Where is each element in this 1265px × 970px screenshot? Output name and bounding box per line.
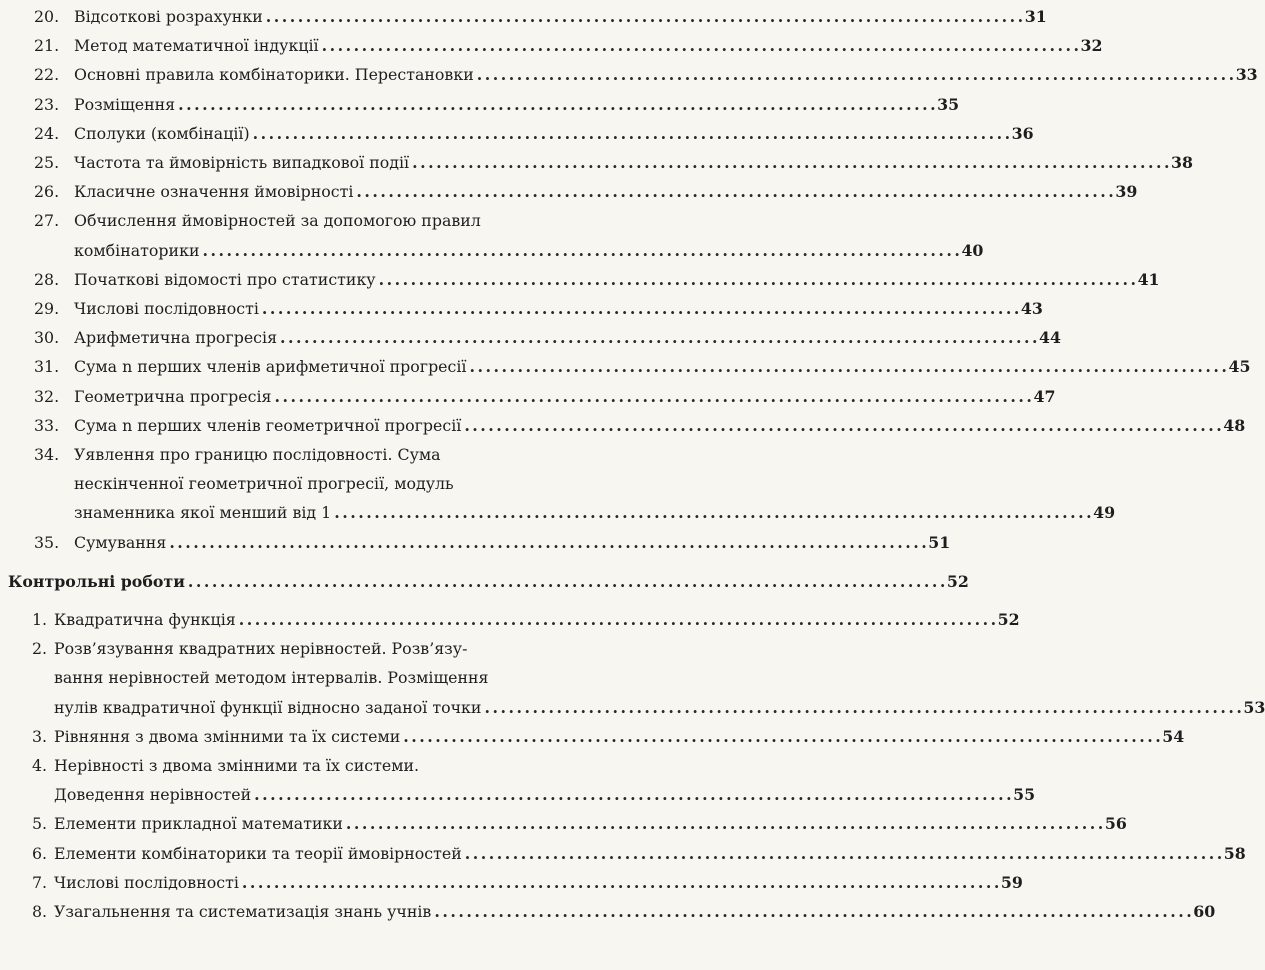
toc-entry-title: знаменника якої менший від 1 <box>74 503 332 523</box>
dot-leader <box>169 528 925 557</box>
toc-entry[interactable] <box>34 2 1047 31</box>
toc-entry-title: Квадратична функція <box>54 610 236 630</box>
toc-entry-body <box>34 206 984 264</box>
dot-leader <box>465 839 1221 868</box>
toc-entry-line <box>74 2 1047 31</box>
toc-entry-line <box>54 897 1216 926</box>
toc-entry-title: Частота та ймовірність випадкової події <box>74 153 410 173</box>
table-of-contents <box>0 2 1265 926</box>
dot-leader <box>262 294 1018 323</box>
toc-entry-number: 2. <box>32 639 48 659</box>
toc-entry-body <box>34 90 960 119</box>
toc-entry[interactable] <box>34 206 984 264</box>
toc-entry-number: 29. <box>34 299 60 319</box>
toc-page-number: 58 <box>1223 843 1246 863</box>
toc-page-number: 56 <box>1104 814 1127 834</box>
toc-entry-number: 35. <box>34 532 60 552</box>
dot-leader <box>412 148 1168 177</box>
toc-entry-body <box>34 382 1056 411</box>
toc-entry-line <box>74 236 984 265</box>
toc-entry-line <box>54 868 1023 897</box>
toc-entry-line <box>54 780 1036 809</box>
toc-entry[interactable] <box>34 411 1246 440</box>
toc-entry-body <box>32 868 1023 897</box>
toc-entry-number: 27. <box>34 211 60 231</box>
toc-entry-number: 26. <box>34 182 60 202</box>
toc-entry-title-line: Уявлення про границю послідовності. Сума <box>74 445 441 465</box>
toc-entry-number: 21. <box>34 36 60 56</box>
toc-entry[interactable] <box>34 265 1160 294</box>
toc-entry-body <box>34 177 1138 206</box>
toc-entry[interactable] <box>32 605 1020 634</box>
toc-entry-line <box>74 265 1160 294</box>
toc-entry-title: Елементи комбінаторики та теорії ймовірностей <box>54 843 462 863</box>
toc-entry-body <box>34 528 951 557</box>
dot-leader <box>434 897 1190 926</box>
dot-leader <box>470 352 1226 381</box>
dot-leader <box>464 411 1220 440</box>
toc-entry[interactable] <box>32 868 1023 897</box>
toc-page-number: 49 <box>1093 503 1116 523</box>
dot-leader <box>356 177 1112 206</box>
toc-entry-number: 6. <box>32 843 48 863</box>
toc-entry-body <box>34 411 1246 440</box>
toc-entry[interactable] <box>34 148 1194 177</box>
toc-page-number: 51 <box>928 532 951 552</box>
toc-entry-number: 23. <box>34 94 60 114</box>
toc-entry-line <box>74 411 1246 440</box>
toc-entry-number: 4. <box>32 756 48 776</box>
toc-entry-body <box>32 634 1265 722</box>
toc-entry-title: Узагальнення та систематизація знань учнів <box>54 902 432 922</box>
toc-entry-body <box>34 352 1251 381</box>
toc-entry-number: 24. <box>34 123 60 143</box>
toc-entry-title: Елементи прикладної математики <box>54 814 343 834</box>
toc-entry-title: Геометрична прогресія <box>74 386 272 406</box>
dot-leader <box>379 265 1135 294</box>
toc-page-number: 41 <box>1137 269 1160 289</box>
toc-entry[interactable] <box>34 60 1258 89</box>
dot-leader <box>254 780 1010 809</box>
toc-entry-title: Відсоткові розрахунки <box>74 7 263 26</box>
toc-entry-number: 7. <box>32 872 48 892</box>
toc-entry-title-line: Розв’язування квадратних нерівностей. Розв’язу- <box>54 639 468 659</box>
toc-entry[interactable] <box>34 119 1034 148</box>
toc-entry-title: комбінаторики <box>74 240 200 260</box>
toc-entry-title: Метод математичної індукції <box>74 36 319 56</box>
toc-page-number: 45 <box>1228 357 1251 377</box>
toc-entry[interactable] <box>34 90 960 119</box>
dot-leader <box>403 722 1159 751</box>
toc-entry-title: Рівняння з двома змінними та їх системи <box>54 726 401 746</box>
toc-page-number: 52 <box>946 571 969 591</box>
toc-entry[interactable] <box>32 897 1216 926</box>
toc-page-number: 44 <box>1039 328 1061 348</box>
toc-entry-line <box>74 323 1061 352</box>
toc-entry-number: 1. <box>32 610 48 630</box>
toc-page-number: 52 <box>997 610 1020 630</box>
toc-entry[interactable] <box>34 177 1138 206</box>
toc-entry-title-line: вання нерівностей методом інтервалів. Розміщення <box>54 668 489 688</box>
dot-leader <box>178 90 934 119</box>
toc-entry-line <box>74 90 960 119</box>
toc-entry-body <box>34 294 1043 323</box>
toc-entry[interactable] <box>34 323 1061 352</box>
dot-leader <box>188 567 944 596</box>
toc-entry-title-line: нескінченної геометричної прогресії, модуль <box>74 474 454 494</box>
toc-entry[interactable] <box>32 722 1185 751</box>
toc-entry-body <box>34 60 1258 89</box>
toc-entry[interactable] <box>32 809 1127 838</box>
toc-page-number: 60 <box>1193 902 1216 922</box>
toc-entry-number: 3. <box>32 726 48 746</box>
toc-page-number: 47 <box>1033 386 1056 406</box>
toc-entry-title-line: Нерівності з двома змінними та їх системи. <box>54 756 420 776</box>
toc-entry-number: 31. <box>34 357 60 377</box>
toc-heading-title: Контрольні роботи <box>8 571 185 591</box>
toc-page-number: 36 <box>1011 123 1034 143</box>
toc-entry-title: Арифметична прогресія <box>74 328 278 348</box>
toc-entry-number: 20. <box>34 7 60 26</box>
toc-entry-number: 22. <box>34 65 60 85</box>
toc-page-number: 43 <box>1020 299 1043 319</box>
toc-entry[interactable] <box>34 440 1116 528</box>
dot-leader <box>484 693 1240 722</box>
toc-entry[interactable] <box>34 352 1251 381</box>
toc-entry-line <box>74 148 1194 177</box>
toc-entry-title: нулів квадратичної функції відносно заданої точки <box>54 697 482 717</box>
dot-leader <box>266 2 1022 31</box>
toc-entry-title: Сума n перших членів геометричної прогресії <box>74 415 462 435</box>
toc-entry-number: 25. <box>34 153 60 173</box>
toc-page-number: 33 <box>1235 65 1258 85</box>
toc-entry-title: Сума n перших членів арифметичної прогресії <box>74 357 467 377</box>
dot-leader <box>202 236 958 265</box>
toc-entry-body <box>34 323 1061 352</box>
toc-entry-number: 8. <box>32 902 48 922</box>
toc-entry-title: Класичне означення ймовірності <box>74 182 354 202</box>
toc-entry-line <box>54 839 1246 868</box>
toc-entry[interactable] <box>32 751 1036 809</box>
toc-entry-title: Числові послідовності <box>54 872 239 892</box>
toc-entry[interactable] <box>32 634 1265 722</box>
toc-entry-line <box>74 119 1034 148</box>
toc-entry-title-line: Обчислення ймовірностей за допомогою правил <box>74 211 481 231</box>
dot-leader <box>242 868 998 897</box>
toc-page-number: 35 <box>937 94 960 114</box>
toc-page-number: 31 <box>1024 7 1047 26</box>
toc-entry-number: 28. <box>34 269 60 289</box>
toc-entry-title: Сумування <box>74 532 167 552</box>
dot-leader <box>280 323 1036 352</box>
toc-heading-line <box>8 567 969 596</box>
toc-entry-body <box>34 31 1103 60</box>
toc-entry-line <box>74 60 1258 89</box>
toc-entry-line <box>74 294 1043 323</box>
toc-entry-title: Числові послідовності <box>74 299 259 319</box>
toc-entry[interactable] <box>34 294 1043 323</box>
dot-leader <box>334 498 1090 527</box>
toc-entry-number: 33. <box>34 415 60 435</box>
toc-entry[interactable] <box>34 31 1103 60</box>
toc-entry-title: Сполуки (комбінації) <box>74 123 250 143</box>
toc-page-number: 53 <box>1243 697 1265 717</box>
toc-entry-body <box>32 809 1127 838</box>
toc-entry-line <box>54 693 1265 722</box>
toc-page-number: 48 <box>1223 415 1246 435</box>
toc-page-number: 40 <box>961 240 984 260</box>
toc-entry-number: 30. <box>34 328 60 348</box>
toc-entry-body <box>32 722 1185 751</box>
toc-entry-title: Початкові відомості про статистику <box>74 269 376 289</box>
toc-entry-title: Розміщення <box>74 94 176 114</box>
toc-entry-number: 32. <box>34 386 60 406</box>
toc-entry-number: 5. <box>32 814 48 834</box>
toc-page-number: 54 <box>1162 726 1185 746</box>
toc-entry[interactable] <box>34 528 951 557</box>
toc-entry-body <box>32 751 1036 809</box>
toc-entry-number: 34. <box>34 445 60 465</box>
dot-leader <box>239 605 995 634</box>
toc-entry-body <box>32 839 1246 868</box>
dot-leader <box>477 60 1233 89</box>
toc-entry[interactable] <box>32 839 1246 868</box>
toc-page-number: 38 <box>1171 153 1194 173</box>
toc-entry-body <box>34 265 1160 294</box>
toc-entry-line <box>74 352 1251 381</box>
toc-entry-line <box>74 528 951 557</box>
toc-entry-title: Доведення нерівностей <box>54 785 252 805</box>
toc-page-number: 39 <box>1115 182 1138 202</box>
toc-entry-line <box>54 605 1020 634</box>
dot-leader <box>322 31 1078 60</box>
dot-leader <box>346 809 1102 838</box>
toc-entry-body <box>34 148 1194 177</box>
toc-entry-line <box>74 31 1103 60</box>
toc-entry-line <box>54 809 1127 838</box>
toc-entry-body <box>34 119 1034 148</box>
toc-entry-body <box>34 440 1116 528</box>
toc-entry-line <box>74 498 1116 527</box>
dot-leader <box>275 382 1031 411</box>
toc-page-number: 55 <box>1013 785 1036 805</box>
dot-leader <box>253 119 1009 148</box>
toc-section-heading[interactable] <box>8 567 969 596</box>
toc-entry-title: Основні правила комбінаторики. Перестановки <box>74 65 474 85</box>
toc-page-number: 32 <box>1080 36 1103 56</box>
toc-entry-body <box>32 605 1020 634</box>
toc-entry-line <box>74 382 1056 411</box>
toc-entry-body <box>34 2 1047 31</box>
toc-entry-line <box>74 177 1138 206</box>
toc-page-number: 59 <box>1000 872 1023 892</box>
toc-entry-line <box>54 722 1185 751</box>
toc-entry[interactable] <box>34 382 1056 411</box>
toc-entry-body <box>32 897 1216 926</box>
